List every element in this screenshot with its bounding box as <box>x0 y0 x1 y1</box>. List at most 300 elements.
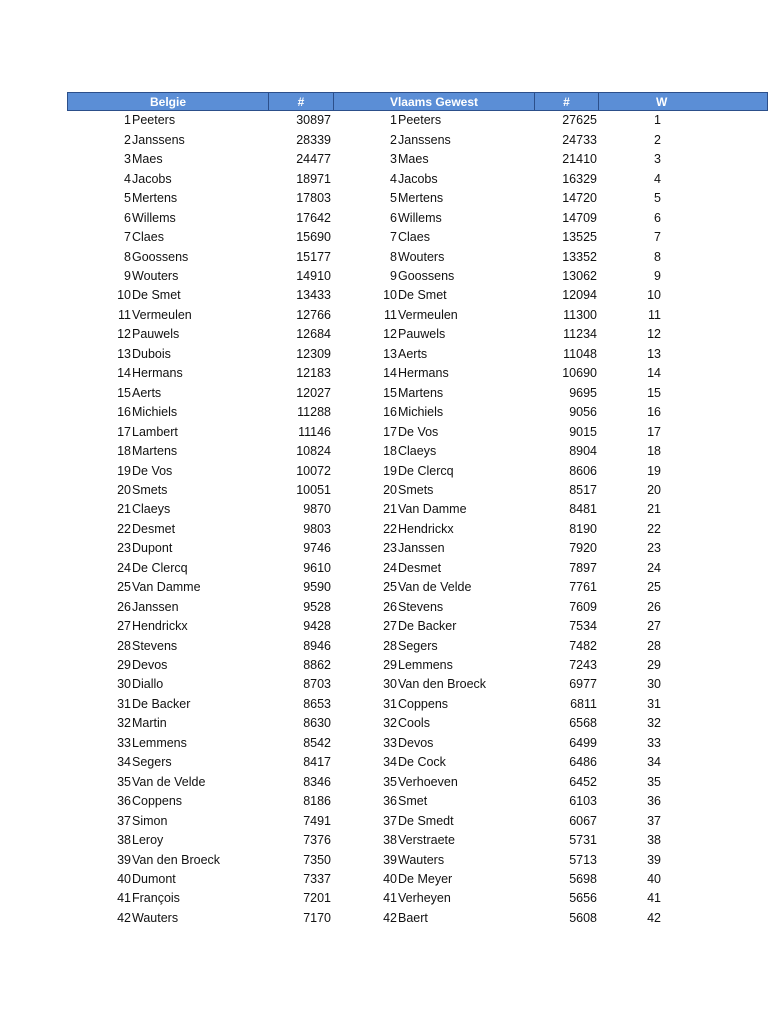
count-belgie[interactable]: 8346 <box>303 774 331 789</box>
rank-belgie[interactable]: 25 <box>117 580 131 595</box>
rank-vlaams[interactable]: 4 <box>390 171 397 186</box>
name-belgie[interactable]: Segers <box>132 755 172 770</box>
rank-vlaams[interactable]: 9 <box>390 269 397 283</box>
name-vlaams[interactable]: De Smet <box>398 288 447 303</box>
rank-vlaams[interactable]: 5 <box>390 191 397 206</box>
rank-third-region[interactable]: 25 <box>647 580 661 595</box>
count-vlaams[interactable]: 11234 <box>563 327 597 342</box>
rank-vlaams[interactable]: 22 <box>383 521 397 536</box>
count-belgie[interactable]: 7491 <box>303 813 331 828</box>
name-belgie[interactable]: De Clercq <box>132 560 188 575</box>
count-vlaams[interactable]: 8481 <box>569 502 597 517</box>
name-belgie[interactable]: De Vos <box>132 463 173 478</box>
rank-third-region[interactable]: 22 <box>647 521 661 536</box>
count-belgie[interactable]: 17642 <box>296 210 331 225</box>
rank-third-region[interactable]: 26 <box>647 599 661 614</box>
rank-vlaams[interactable]: 13 <box>383 346 397 361</box>
rank-third-region[interactable]: 19 <box>647 463 661 478</box>
header-vlaams-gewest[interactable]: Vlaams Gewest <box>333 92 535 111</box>
rank-third-region[interactable]: 28 <box>647 638 661 653</box>
header-belgie[interactable]: Belgie <box>67 92 269 111</box>
rank-vlaams[interactable]: 36 <box>383 794 397 809</box>
count-belgie[interactable]: 9428 <box>303 619 331 634</box>
count-belgie[interactable]: 30897 <box>296 113 331 128</box>
count-belgie[interactable]: 10051 <box>296 482 331 497</box>
name-belgie[interactable]: Martens <box>132 444 178 459</box>
rank-vlaams[interactable]: 20 <box>383 482 397 497</box>
rank-vlaams[interactable]: 33 <box>383 735 397 750</box>
rank-vlaams[interactable]: 21 <box>383 502 397 517</box>
rank-belgie[interactable]: 6 <box>124 210 131 225</box>
name-belgie[interactable]: François <box>132 891 180 906</box>
count-vlaams[interactable]: 6499 <box>569 735 597 750</box>
count-vlaams[interactable]: 7534 <box>569 619 597 634</box>
count-vlaams[interactable]: 8606 <box>569 463 597 478</box>
count-vlaams[interactable]: 16329 <box>562 171 597 186</box>
name-belgie[interactable]: Jacobs <box>132 171 172 186</box>
name-belgie[interactable]: Martin <box>132 716 167 731</box>
count-vlaams[interactable]: 11048 <box>563 346 597 361</box>
count-belgie[interactable]: 7170 <box>303 910 331 925</box>
header-count-vlaams[interactable]: # <box>534 92 599 111</box>
rank-belgie[interactable]: 15 <box>117 385 131 400</box>
count-belgie[interactable]: 8186 <box>303 794 331 809</box>
count-vlaams[interactable]: 9695 <box>569 385 597 400</box>
rank-belgie[interactable]: 34 <box>117 755 131 770</box>
count-belgie[interactable]: 7350 <box>303 852 331 867</box>
name-vlaams[interactable]: Wouters <box>398 249 445 264</box>
rank-belgie[interactable]: 28 <box>117 638 131 653</box>
header-count-belgie[interactable]: # <box>268 92 334 111</box>
rank-vlaams[interactable]: 18 <box>383 444 397 459</box>
rank-vlaams[interactable]: 37 <box>383 813 397 828</box>
count-vlaams[interactable]: 14720 <box>562 191 597 206</box>
count-belgie[interactable]: 24477 <box>296 152 331 167</box>
rank-vlaams[interactable]: 3 <box>390 152 397 167</box>
count-vlaams[interactable]: 12094 <box>562 288 597 303</box>
rank-belgie[interactable]: 17 <box>117 424 131 439</box>
rank-third-region[interactable]: 16 <box>647 405 661 420</box>
name-vlaams[interactable]: Verstraete <box>398 833 455 848</box>
name-vlaams[interactable]: Smet <box>398 794 428 809</box>
rank-vlaams[interactable]: 19 <box>383 463 397 478</box>
name-belgie[interactable]: Michiels <box>132 405 178 420</box>
count-belgie[interactable]: 8630 <box>303 716 331 731</box>
count-belgie[interactable]: 9803 <box>303 521 331 536</box>
count-vlaams[interactable]: 13525 <box>562 230 597 245</box>
rank-third-region[interactable]: 32 <box>647 716 661 731</box>
name-vlaams[interactable]: Janssens <box>398 132 451 147</box>
name-vlaams[interactable]: De Smedt <box>398 813 454 828</box>
rank-belgie[interactable]: 32 <box>117 716 131 731</box>
rank-belgie[interactable]: 4 <box>124 171 131 186</box>
name-belgie[interactable]: Dubois <box>132 346 171 361</box>
name-vlaams[interactable]: Aerts <box>398 346 428 361</box>
name-vlaams[interactable]: Verhoeven <box>398 774 458 789</box>
rank-belgie[interactable]: 29 <box>117 658 131 672</box>
rank-third-region[interactable]: 7 <box>654 230 661 245</box>
rank-belgie[interactable]: 5 <box>124 191 131 206</box>
name-belgie[interactable]: Van den Broeck <box>132 852 221 867</box>
rank-vlaams[interactable]: 23 <box>383 541 397 556</box>
count-vlaams[interactable]: 10690 <box>562 366 597 381</box>
name-belgie[interactable]: Coppens <box>132 794 183 809</box>
rank-belgie[interactable]: 8 <box>124 249 131 264</box>
rank-vlaams[interactable]: 11 <box>384 307 397 322</box>
name-belgie[interactable]: Smets <box>132 482 168 497</box>
name-vlaams[interactable]: Claeys <box>398 444 437 459</box>
name-vlaams[interactable]: Verheyen <box>398 891 451 906</box>
rank-vlaams[interactable]: 30 <box>383 677 397 692</box>
rank-belgie[interactable]: 11 <box>118 307 131 322</box>
rank-third-region[interactable]: 1 <box>654 113 661 128</box>
rank-belgie[interactable]: 9 <box>124 269 131 283</box>
name-vlaams[interactable]: Wauters <box>398 852 445 867</box>
name-belgie[interactable]: Wouters <box>132 269 179 283</box>
rank-belgie[interactable]: 41 <box>117 891 131 906</box>
name-belgie[interactable]: Van de Velde <box>132 774 206 789</box>
rank-third-region[interactable]: 21 <box>647 502 661 517</box>
name-vlaams[interactable]: Devos <box>398 735 434 750</box>
name-vlaams[interactable]: Van de Velde <box>398 580 472 595</box>
count-belgie[interactable]: 12684 <box>296 327 331 342</box>
count-belgie[interactable]: 7337 <box>303 871 331 886</box>
count-belgie[interactable]: 12309 <box>296 346 331 361</box>
name-belgie[interactable]: Simon <box>132 813 168 828</box>
count-vlaams[interactable]: 7609 <box>569 599 597 614</box>
rank-vlaams[interactable]: 35 <box>383 774 397 789</box>
rank-belgie[interactable]: 14 <box>117 366 131 381</box>
count-vlaams[interactable]: 24733 <box>562 132 597 147</box>
rank-third-region[interactable]: 39 <box>647 852 661 867</box>
name-vlaams[interactable]: Lemmens <box>398 658 453 672</box>
name-vlaams[interactable]: Pauwels <box>398 327 446 342</box>
count-belgie[interactable]: 14910 <box>296 269 331 283</box>
count-belgie[interactable]: 28339 <box>296 132 331 147</box>
count-belgie[interactable]: 8653 <box>303 696 331 711</box>
rank-third-region[interactable]: 33 <box>647 735 661 750</box>
name-vlaams[interactable]: Van Damme <box>398 502 467 517</box>
count-vlaams[interactable]: 6568 <box>569 716 597 731</box>
rank-third-region[interactable]: 30 <box>647 677 661 692</box>
rank-belgie[interactable]: 23 <box>117 541 131 556</box>
rank-vlaams[interactable]: 31 <box>383 696 397 711</box>
rank-vlaams[interactable]: 17 <box>383 424 397 439</box>
name-belgie[interactable]: De Smet <box>132 288 181 303</box>
name-belgie[interactable]: Hendrickx <box>132 619 188 634</box>
count-vlaams[interactable]: 9056 <box>569 405 597 420</box>
rank-belgie[interactable]: 21 <box>117 502 131 517</box>
rank-vlaams[interactable]: 8 <box>390 249 397 264</box>
rank-third-region[interactable]: 13 <box>647 346 661 361</box>
rank-vlaams[interactable]: 29 <box>383 658 397 672</box>
name-vlaams[interactable]: De Vos <box>398 424 439 439</box>
rank-third-region[interactable]: 10 <box>647 288 661 303</box>
name-belgie[interactable]: Willems <box>132 210 176 225</box>
rank-third-region[interactable]: 42 <box>647 910 661 925</box>
rank-third-region[interactable]: 27 <box>647 619 661 634</box>
count-vlaams[interactable]: 11300 <box>563 307 597 322</box>
rank-third-region[interactable]: 18 <box>647 444 661 459</box>
name-belgie[interactable]: Diallo <box>132 677 164 692</box>
name-belgie[interactable]: Janssen <box>132 599 179 614</box>
rank-vlaams[interactable]: 10 <box>383 288 397 303</box>
rank-third-region[interactable]: 12 <box>647 327 661 342</box>
count-belgie[interactable]: 9610 <box>303 560 331 575</box>
rank-vlaams[interactable]: 26 <box>383 599 397 614</box>
rank-vlaams[interactable]: 14 <box>383 366 397 381</box>
name-vlaams[interactable]: Peeters <box>398 113 442 128</box>
rank-belgie[interactable]: 42 <box>117 910 131 925</box>
count-belgie[interactable]: 9870 <box>303 502 331 517</box>
rank-third-region[interactable]: 6 <box>654 210 661 225</box>
count-vlaams[interactable]: 6977 <box>569 677 597 692</box>
rank-vlaams[interactable]: 12 <box>383 327 397 342</box>
count-belgie[interactable]: 8703 <box>303 677 331 692</box>
count-belgie[interactable]: 17803 <box>296 191 331 206</box>
count-belgie[interactable]: 8862 <box>303 658 331 672</box>
count-vlaams[interactable]: 8190 <box>569 521 597 536</box>
rank-third-region[interactable]: 38 <box>647 833 661 848</box>
rank-belgie[interactable]: 22 <box>117 521 131 536</box>
count-belgie[interactable]: 7201 <box>303 891 331 906</box>
name-belgie[interactable]: Desmet <box>132 521 176 536</box>
count-belgie[interactable]: 15177 <box>296 249 331 264</box>
name-belgie[interactable]: Vermeulen <box>132 307 192 322</box>
rank-third-region[interactable]: 20 <box>647 482 661 497</box>
name-belgie[interactable]: Pauwels <box>132 327 180 342</box>
count-vlaams[interactable]: 27625 <box>562 113 597 128</box>
name-vlaams[interactable]: Martens <box>398 385 444 400</box>
rank-third-region[interactable]: 4 <box>654 171 661 186</box>
rank-third-region[interactable]: 23 <box>647 541 661 556</box>
count-belgie[interactable]: 12766 <box>296 307 331 322</box>
rank-belgie[interactable]: 18 <box>117 444 131 459</box>
rank-belgie[interactable]: 1 <box>124 113 131 128</box>
count-vlaams[interactable]: 7897 <box>569 560 597 575</box>
count-vlaams[interactable]: 5608 <box>569 910 597 925</box>
rank-belgie[interactable]: 38 <box>117 833 131 848</box>
count-vlaams[interactable]: 7761 <box>569 580 597 595</box>
count-belgie[interactable]: 9528 <box>303 599 331 614</box>
rank-vlaams[interactable]: 34 <box>383 755 397 770</box>
name-belgie[interactable]: Leroy <box>132 833 164 848</box>
rank-third-region[interactable]: 15 <box>647 385 661 400</box>
count-vlaams[interactable]: 9015 <box>569 424 597 439</box>
rank-belgie[interactable]: 16 <box>117 405 131 420</box>
table-row <box>67 403 768 422</box>
rank-third-region[interactable]: 35 <box>647 774 661 789</box>
count-belgie[interactable]: 10072 <box>296 463 331 478</box>
name-belgie[interactable]: Dupont <box>132 541 173 556</box>
rank-belgie[interactable]: 33 <box>117 735 131 750</box>
name-vlaams[interactable]: Goossens <box>398 269 455 283</box>
name-vlaams[interactable]: De Backer <box>398 619 457 634</box>
name-vlaams[interactable]: Van den Broeck <box>398 677 487 692</box>
count-belgie[interactable]: 7376 <box>303 833 331 848</box>
name-vlaams[interactable]: Hendrickx <box>398 521 454 536</box>
rank-belgie[interactable]: 31 <box>117 696 131 711</box>
rank-belgie[interactable]: 30 <box>117 677 131 692</box>
name-belgie[interactable]: De Backer <box>132 696 191 711</box>
count-vlaams[interactable]: 13062 <box>562 269 597 283</box>
count-vlaams[interactable]: 6067 <box>569 813 597 828</box>
count-vlaams[interactable]: 5713 <box>569 852 597 867</box>
rank-belgie[interactable]: 37 <box>117 813 131 828</box>
name-vlaams[interactable]: Maes <box>398 152 429 167</box>
rank-third-region[interactable]: 40 <box>647 871 661 886</box>
rank-vlaams[interactable]: 6 <box>390 210 397 225</box>
name-vlaams[interactable]: Hermans <box>398 366 449 381</box>
rank-vlaams[interactable]: 39 <box>383 852 397 867</box>
name-vlaams[interactable]: Willems <box>398 210 442 225</box>
count-vlaams[interactable]: 14709 <box>562 210 597 225</box>
name-vlaams[interactable]: Segers <box>398 638 438 653</box>
count-vlaams[interactable]: 13352 <box>562 249 597 264</box>
name-belgie[interactable]: Devos <box>132 658 168 672</box>
rank-belgie[interactable]: 3 <box>124 152 131 167</box>
rank-belgie[interactable]: 7 <box>124 230 131 245</box>
rank-third-region[interactable]: 36 <box>647 794 661 809</box>
name-belgie[interactable]: Stevens <box>132 638 178 653</box>
rank-belgie[interactable]: 39 <box>117 852 131 867</box>
count-belgie[interactable]: 9746 <box>303 541 331 556</box>
name-vlaams[interactable]: Stevens <box>398 599 444 614</box>
count-belgie[interactable]: 8417 <box>303 755 331 770</box>
name-belgie[interactable]: Lemmens <box>132 735 187 750</box>
count-vlaams[interactable]: 5656 <box>569 891 597 906</box>
rank-third-region[interactable]: 11 <box>648 307 661 322</box>
count-vlaams[interactable]: 7482 <box>569 638 597 653</box>
name-vlaams[interactable]: De Cock <box>398 755 446 770</box>
rank-belgie[interactable]: 40 <box>117 871 131 886</box>
rank-third-region[interactable]: 14 <box>647 366 661 381</box>
count-vlaams[interactable]: 7920 <box>569 541 597 556</box>
name-belgie[interactable]: Peeters <box>132 113 176 128</box>
count-belgie[interactable]: 12027 <box>296 385 331 400</box>
count-vlaams[interactable]: 6811 <box>570 696 597 711</box>
count-vlaams[interactable]: 8904 <box>569 444 597 459</box>
rank-third-region[interactable]: 29 <box>647 658 661 672</box>
rank-vlaams[interactable]: 1 <box>390 113 397 128</box>
count-belgie[interactable]: 9590 <box>303 580 331 595</box>
count-vlaams[interactable]: 5731 <box>569 833 597 848</box>
name-belgie[interactable]: Lambert <box>132 424 178 439</box>
rank-belgie[interactable]: 36 <box>117 794 131 809</box>
name-vlaams[interactable]: Mertens <box>398 191 444 206</box>
count-belgie[interactable]: 8946 <box>303 638 331 653</box>
rank-belgie[interactable]: 2 <box>124 132 131 147</box>
rank-third-region[interactable]: 8 <box>654 249 661 264</box>
rank-belgie[interactable]: 19 <box>117 463 131 478</box>
name-belgie[interactable]: Hermans <box>132 366 183 381</box>
rank-third-region[interactable]: 5 <box>654 191 661 206</box>
count-vlaams[interactable]: 6452 <box>569 774 597 789</box>
name-belgie[interactable]: Claeys <box>132 502 171 517</box>
count-belgie[interactable]: 11146 <box>298 424 331 439</box>
rank-vlaams[interactable]: 38 <box>383 833 397 848</box>
rank-belgie[interactable]: 24 <box>117 560 131 575</box>
name-belgie[interactable]: Claes <box>132 230 164 245</box>
rank-vlaams[interactable]: 42 <box>383 910 397 925</box>
count-belgie[interactable]: 11288 <box>297 405 331 420</box>
rank-third-region[interactable]: 34 <box>647 755 661 770</box>
count-belgie[interactable]: 13433 <box>296 288 331 303</box>
name-vlaams[interactable]: Jacobs <box>398 171 438 186</box>
rank-third-region[interactable]: 37 <box>647 813 661 828</box>
rank-third-region[interactable]: 17 <box>647 424 661 439</box>
rank-third-region[interactable]: 2 <box>654 132 661 147</box>
name-vlaams[interactable]: Baert <box>398 910 428 925</box>
rank-belgie[interactable]: 12 <box>117 327 131 342</box>
name-vlaams[interactable]: Janssen <box>398 541 445 556</box>
name-vlaams[interactable]: De Meyer <box>398 871 453 886</box>
rank-belgie[interactable]: 27 <box>117 619 131 634</box>
count-vlaams[interactable]: 6486 <box>569 755 597 770</box>
rank-third-region[interactable]: 9 <box>654 269 661 283</box>
rank-vlaams[interactable]: 7 <box>390 230 397 245</box>
count-vlaams[interactable]: 6103 <box>569 794 597 809</box>
name-vlaams[interactable]: Cools <box>398 716 430 731</box>
rank-vlaams[interactable]: 32 <box>383 716 397 731</box>
rank-third-region[interactable]: 41 <box>647 891 661 906</box>
rank-belgie[interactable]: 13 <box>117 346 131 361</box>
name-vlaams[interactable]: Smets <box>398 482 434 497</box>
name-belgie[interactable]: Dumont <box>132 871 176 886</box>
name-vlaams[interactable]: Claes <box>398 230 430 245</box>
name-vlaams[interactable]: Michiels <box>398 405 444 420</box>
name-vlaams[interactable]: Coppens <box>398 696 449 711</box>
rank-belgie[interactable]: 20 <box>117 482 131 497</box>
rank-vlaams[interactable]: 41 <box>383 891 397 906</box>
rank-belgie[interactable]: 35 <box>117 774 131 789</box>
rank-vlaams[interactable]: 25 <box>383 580 397 595</box>
count-belgie[interactable]: 12183 <box>296 366 331 381</box>
count-belgie[interactable]: 8542 <box>303 735 331 750</box>
count-vlaams[interactable]: 21410 <box>562 152 597 167</box>
name-belgie[interactable]: Maes <box>132 152 163 167</box>
rank-vlaams[interactable]: 16 <box>383 405 397 420</box>
name-belgie[interactable]: Van Damme <box>132 580 201 595</box>
rank-vlaams[interactable]: 28 <box>383 638 397 653</box>
rank-third-region[interactable]: 31 <box>647 696 661 711</box>
count-belgie[interactable]: 10824 <box>296 444 331 459</box>
rank-vlaams[interactable]: 40 <box>383 871 397 886</box>
rank-vlaams[interactable]: 15 <box>383 385 397 400</box>
name-belgie[interactable]: Wauters <box>132 910 179 925</box>
name-belgie[interactable]: Janssens <box>132 132 185 147</box>
rank-vlaams[interactable]: 27 <box>383 619 397 634</box>
count-vlaams[interactable]: 8517 <box>569 482 597 497</box>
rank-belgie[interactable]: 10 <box>117 288 131 303</box>
rank-belgie[interactable]: 26 <box>117 599 131 614</box>
rank-third-region[interactable]: 3 <box>654 152 661 167</box>
name-vlaams[interactable]: Vermeulen <box>398 307 458 322</box>
count-vlaams[interactable]: 7243 <box>569 658 597 672</box>
name-belgie[interactable]: Goossens <box>132 249 189 264</box>
name-vlaams[interactable]: Desmet <box>398 560 442 575</box>
name-belgie[interactable]: Mertens <box>132 191 178 206</box>
rank-third-region[interactable]: 24 <box>647 560 661 575</box>
count-belgie[interactable]: 15690 <box>296 230 331 245</box>
rank-vlaams[interactable]: 2 <box>390 132 397 147</box>
rank-vlaams[interactable]: 24 <box>383 560 397 575</box>
header-third-region[interactable]: W <box>598 92 768 111</box>
count-vlaams[interactable]: 5698 <box>569 871 597 886</box>
name-vlaams[interactable]: De Clercq <box>398 463 454 478</box>
count-belgie[interactable]: 18971 <box>296 171 331 186</box>
name-belgie[interactable]: Aerts <box>132 385 162 400</box>
